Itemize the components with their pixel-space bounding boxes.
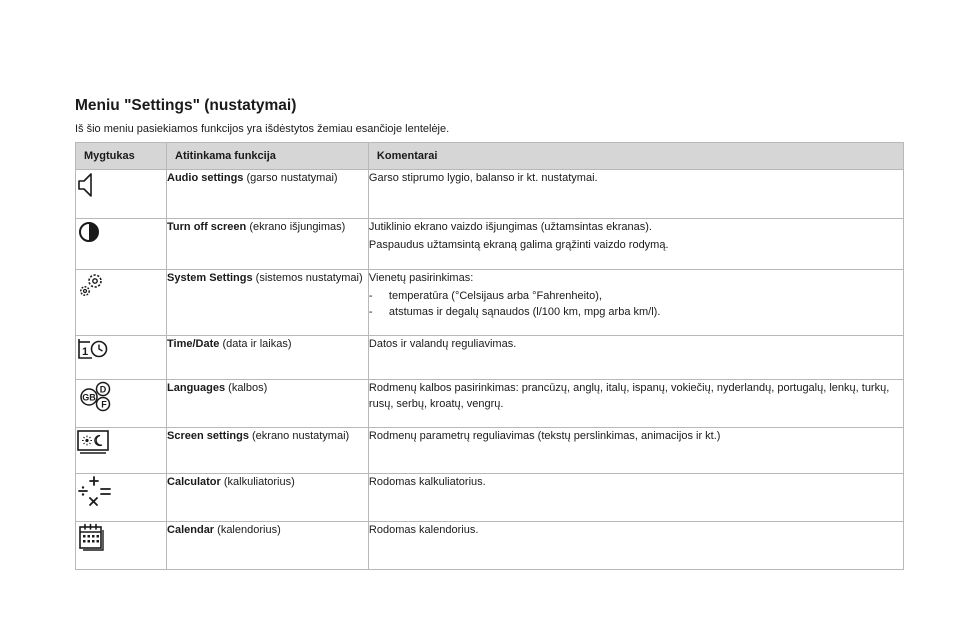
comment-line: Rodomas kalendorius.	[368, 524, 479, 536]
function-name: Calculator	[167, 476, 221, 488]
comment-line: Jutiklinio ekrano vaizdo išjungimas (užtamsintas ekranas).	[368, 221, 652, 233]
header-comments: Komentarai	[368, 143, 903, 170]
table-row	[76, 170, 904, 219]
table-row	[76, 428, 904, 474]
comment-cell	[368, 428, 903, 474]
function-desc: (kalkuliatorius)	[220, 476, 295, 488]
bullet-text: temperatūra (°Celsijaus arba °Fahrenheito),	[388, 290, 602, 302]
speaker-icon	[76, 170, 100, 200]
function-cell	[167, 270, 369, 336]
comment-line: Datos ir valandų reguliavimas.	[368, 338, 517, 350]
function-name: System Settings	[167, 272, 253, 284]
icon-cell	[76, 170, 167, 219]
gears-icon	[76, 270, 106, 300]
table-row	[76, 474, 904, 522]
icon-cell	[76, 219, 167, 270]
function-name: Languages	[167, 382, 226, 394]
function-desc: (kalbos)	[225, 382, 268, 394]
function-desc: (ekrano išjungimas)	[246, 221, 346, 233]
function-name: Time/Date	[167, 338, 220, 350]
function-desc: (ekrano nustatymai)	[248, 430, 350, 442]
languages-icon	[76, 380, 116, 414]
icon-cell	[76, 474, 167, 522]
header-function: Atitinkama funkcija	[167, 143, 369, 170]
calculator-icon	[76, 474, 114, 508]
bullet-item	[369, 288, 903, 304]
function-cell	[167, 380, 369, 428]
language-label-gb: GB	[82, 392, 96, 403]
bullet-item	[369, 304, 903, 320]
comment-cell	[368, 270, 903, 336]
settings-table	[75, 142, 904, 570]
comment-line: Rodmenų parametrų reguliavimas (tekstų perslinkimas, animacijos ir kt.)	[368, 430, 721, 442]
calendar-day-number: 1	[82, 346, 89, 358]
function-cell	[167, 336, 369, 380]
language-label-f: F	[101, 399, 107, 410]
icon-cell	[76, 336, 167, 380]
bullet-dash: -	[368, 306, 373, 318]
comment-line: Rodomas kalkuliatorius.	[368, 476, 486, 488]
table-row	[76, 522, 904, 570]
comment-cell	[368, 170, 903, 219]
function-name: Screen settings	[167, 430, 249, 442]
comment-cell	[368, 380, 903, 428]
function-desc: (sistemos nustatymai)	[252, 272, 363, 284]
function-cell	[167, 428, 369, 474]
calendar-icon	[76, 522, 108, 554]
table-row	[76, 219, 904, 270]
table-row	[76, 270, 904, 336]
table-row	[76, 336, 904, 380]
intro-text: Iš šio meniu pasiekiamos funkcijos yra išdėstytos žemiau esančioje lentelėje.	[75, 123, 450, 135]
function-cell	[167, 219, 369, 270]
icon-cell	[76, 270, 167, 336]
icon-cell	[76, 380, 167, 428]
comment-cell	[368, 522, 903, 570]
comment-line: Garso stiprumo lygio, balanso ir kt. nustatymai.	[368, 172, 598, 184]
icon-cell	[76, 428, 167, 474]
bullet-dash: -	[368, 290, 373, 302]
function-cell	[167, 522, 369, 570]
comment-cell	[368, 336, 903, 380]
language-label-d: D	[99, 384, 107, 395]
calendar-clock-icon	[76, 336, 110, 362]
table-row	[76, 380, 904, 428]
header-button: Mygtukas	[76, 143, 167, 170]
comment-line: Vienetų pasirinkimas:	[368, 272, 474, 284]
bullet-text: atstumas ir degalų sąnaudos (l/100 km, mpg arba km/l).	[388, 306, 661, 318]
table-header-row	[76, 143, 904, 170]
function-name: Audio settings	[167, 172, 244, 184]
comment-line: Paspaudus užtamsintą ekraną galima grąžinti vaizdo rodymą.	[368, 239, 669, 251]
screen-settings-icon	[76, 428, 110, 456]
half-circle-icon	[76, 219, 102, 245]
comment-line: Rodmenų kalbos pasirinkimas: prancūzų, anglų, italų, ispanų, vokiečių, nyderlandų, portugalų, lenkų, turkų, rusų, serbų, kroatų, vengrų.	[368, 382, 890, 410]
comment-cell	[368, 474, 903, 522]
function-name: Turn off screen	[167, 221, 247, 233]
function-name: Calendar	[167, 524, 215, 536]
function-cell	[167, 474, 369, 522]
comment-cell	[368, 219, 903, 270]
icon-cell	[76, 522, 167, 570]
function-cell	[167, 170, 369, 219]
function-desc: (kalendorius)	[214, 524, 281, 536]
function-desc: (garso nustatymai)	[243, 172, 338, 184]
function-desc: (data ir laikas)	[219, 338, 292, 350]
page-title: Meniu "Settings" (nustatymai)	[75, 97, 297, 114]
